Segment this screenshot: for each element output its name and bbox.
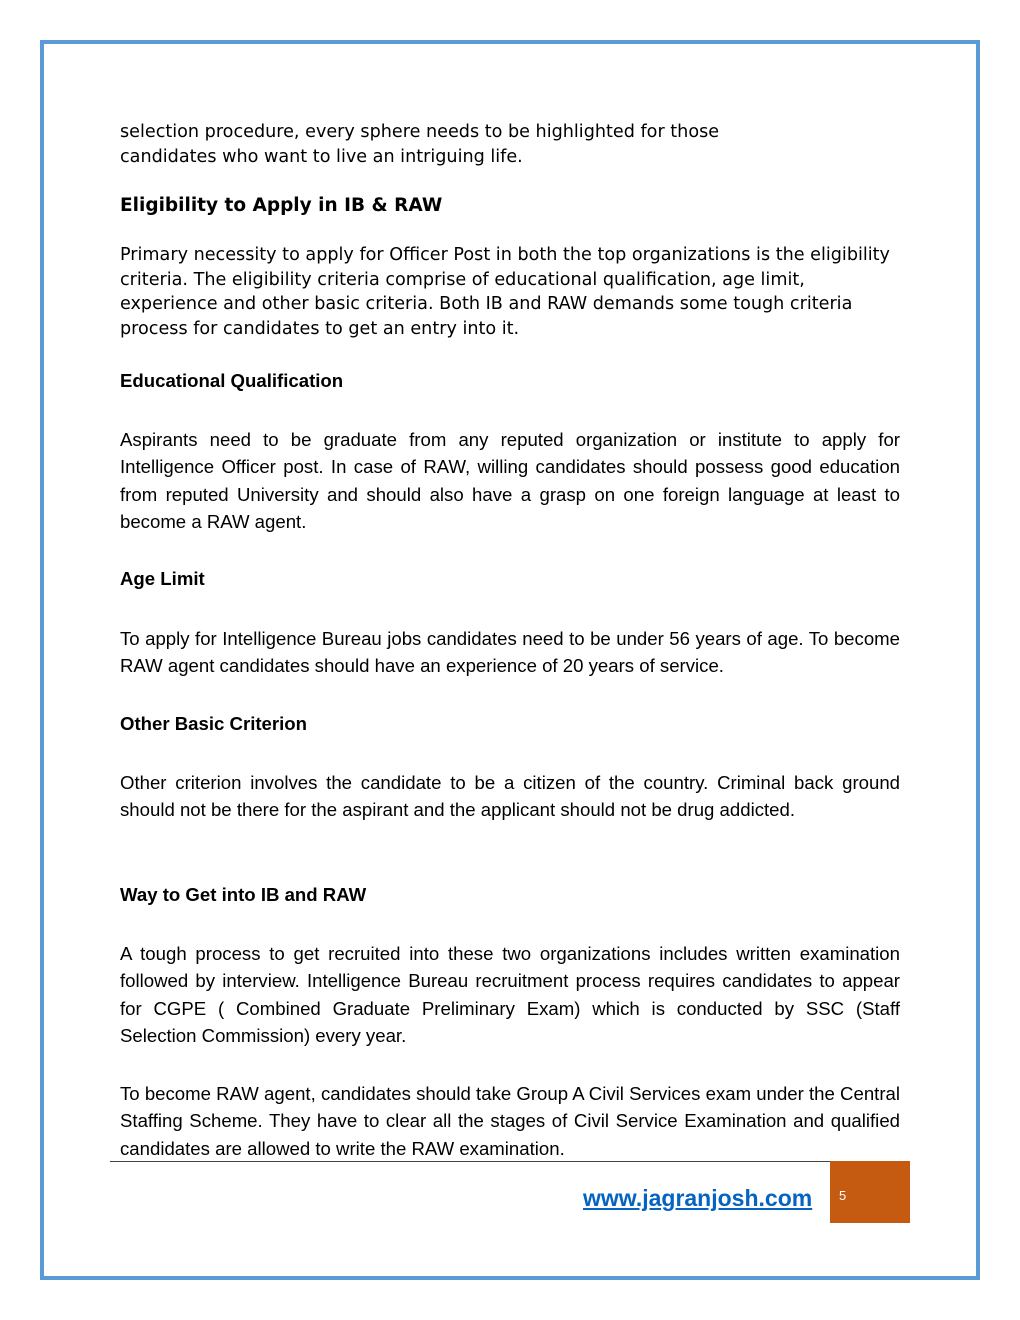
age-heading: Age Limit [120,568,205,589]
footer-website-link[interactable]: www.jagranjosh.com [583,1185,813,1211]
eligibility-heading: Eligibility to Apply in IB & RAW [120,195,443,216]
way-heading: Way to Get into IB and RAW [120,884,367,905]
way-paragraph-2: To become RAW agent, candidates should take Group A Civil Services exam under the Central Staffing Scheme. They have to clear all the stages of Civil Service Examination and qualified candidates are allowed to write the RAW examination. [120,1083,900,1159]
other-paragraph: Other criterion involves the candidate to be a citizen of the country. Criminal back ground should not be there for the aspirant and the applicant should not be drug addicted. [120,772,900,821]
other-heading: Other Basic Criterion [120,713,308,734]
footer-divider [110,1161,830,1162]
eligibility-paragraph: Primary necessity to apply for Officer Post in both the top organizations is the eligibility criteria. The eligibility criteria comprise of educational qualification, age limit, experience and other basic criteria. Both IB and RAW demands some tough criteria process for candidates to get an entry into it. [120,245,890,339]
page-number-box [830,1161,910,1223]
age-paragraph: To apply for Intelligence Bureau jobs candidates need to be under 56 years of age. To become RAW agent candidates should have an experience of 20 years of service. [120,628,900,677]
page-number: 5 [839,1188,847,1203]
education-paragraph: Aspirants need to be graduate from any reputed organization or institute to apply for Intelligence Officer post. In case of RAW, willing candidates should possess good education from reputed University and should also have a grasp on one foreign language at least to become a RAW agent. [120,429,900,532]
education-heading: Educational Qualification [120,370,344,391]
way-paragraph-1: A tough process to get recruited into these two organizations includes written examination followed by interview. Intelligence Bureau recruitment process requires candidates to appear for CGPE ( Combined Graduate Preliminary Exam) which is conducted by SSC (Staff Selection Commission) every year. [120,943,900,1046]
intro-paragraph: selection procedure, every sphere needs to be highlighted for those candidates who want to live an intriguing life. [120,122,720,167]
